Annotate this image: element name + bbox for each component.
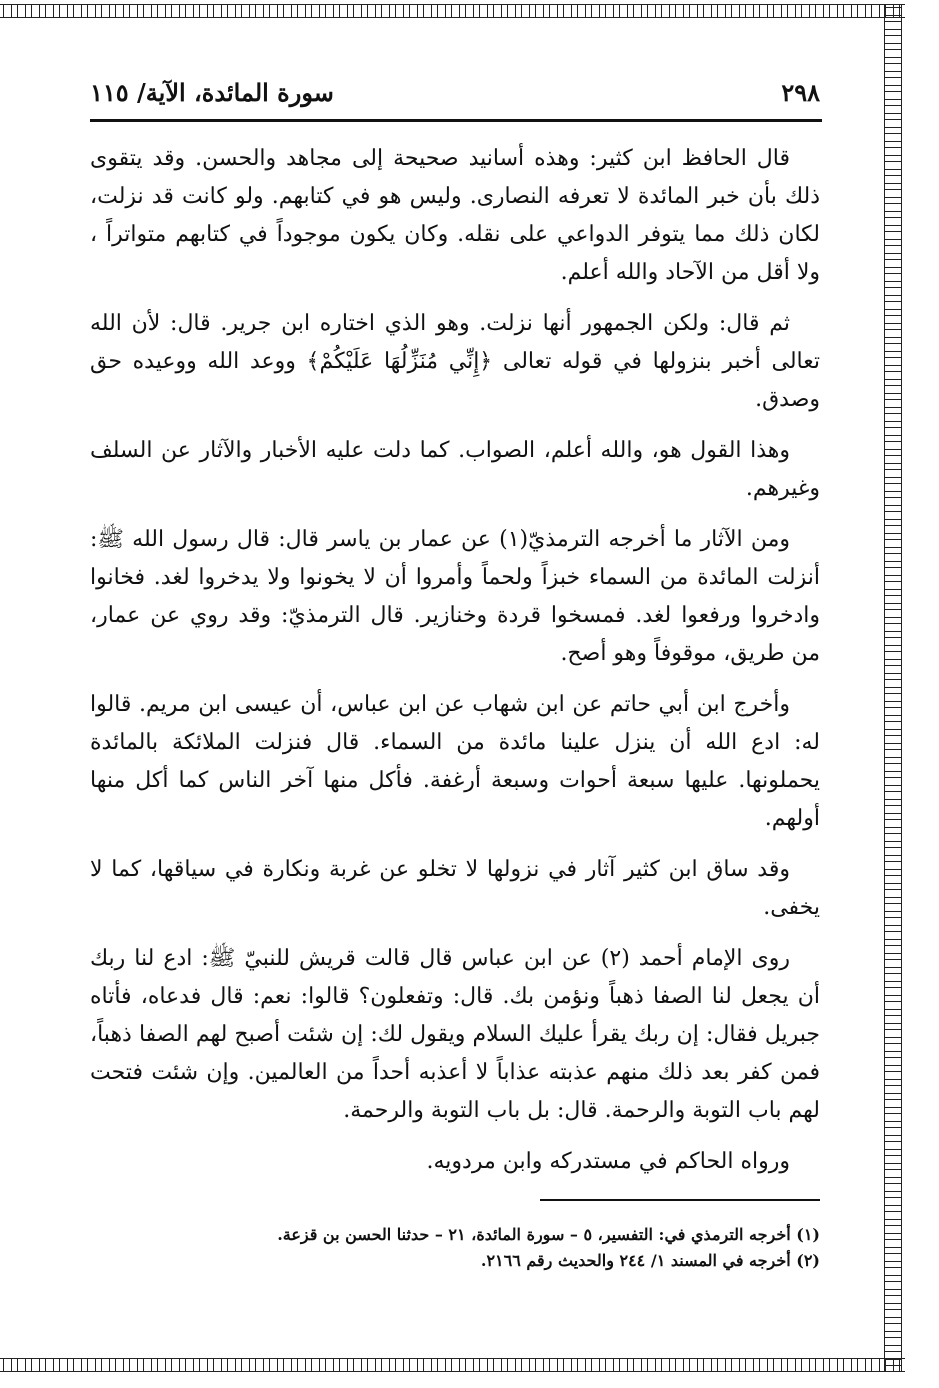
running-title: سورة المائدة، الآية/ ١١٥ bbox=[90, 77, 334, 107]
decorative-border-bottom bbox=[0, 1358, 905, 1372]
footnote: (١) أخرجه الترمذي في: التفسير، ٥ – سورة المائدة، ٢١ – حدثنا الحسن بن قزعة. bbox=[277, 1225, 820, 1244]
paragraph: ومن الآثار ما أخرجه الترمذيّ(١) عن عمار بن ياسر قال: قال رسول الله ﷺ: أنزلت المائدة من السماء خبزاً ولحماً وأمروا أن لا يخونوا ولا يدخروا لغد. فخانوا وادخروا ورفعوا لغد. فمسخوا قردة وخنازير. قال الترمذيّ: وقد روي عن عمار، من طريق، موقوفاً وهو أصح. bbox=[90, 527, 820, 666]
main-text bbox=[90, 140, 820, 1194]
paragraph: وقد ساق ابن كثير آثار في نزولها لا تخلو عن غربة ونكارة في سياقها، كما لا يخفى. bbox=[90, 857, 820, 920]
paragraph: ورواه الحاكم في مستدركه وابن مردويه. bbox=[426, 1149, 790, 1174]
paragraph: وهذا القول هو، والله أعلم، الصواب. كما دلت عليه الأخبار والآثار عن السلف وغيرهم. bbox=[90, 438, 820, 501]
page-header bbox=[90, 72, 820, 112]
decorative-border-right bbox=[884, 4, 902, 1372]
paragraph: وأخرج ابن أبي حاتم عن ابن شهاب عن ابن عباس، أن عيسى ابن مريم. قالوا له: ادع الله أن ينزل علينا مائدة من السماء. قال فنزلت الملائكة بالمائدة يحملونها. عليها سبعة أحوات وسبعة أرغفة. فأكل منها آخر الناس كما أكل منها أولهم. bbox=[90, 692, 820, 831]
page-number: ٢٩٨ bbox=[781, 77, 820, 107]
footnotes bbox=[90, 1222, 820, 1274]
footnote-rule bbox=[540, 1199, 820, 1201]
paragraph: ثم قال: ولكن الجمهور أنها نزلت. وهو الذي اختاره ابن جرير. قال: لأن الله تعالى أخبر بنزولها في قوله تعالى ﴿إِنِّي مُنَزِّلُهَا عَلَيْكُمْ﴾ ووعد الله ووعيده حق وصدق. bbox=[90, 311, 820, 412]
paragraph: روى الإمام أحمد (٢) عن ابن عباس قال قالت قريش للنبيّ ﷺ: ادع لنا ربك أن يجعل لنا الصفا ذهباً ونؤمن بك. قال: وتفعلون؟ قالوا: نعم: قال فدعاه، فأتاه جبريل فقال: إن ربك يقرأ عليك السلام ويقول لك: إن شئت أصبح لهم الصفا ذهباً، فمن كفر بعد ذلك منهم عذبته عذاباً لا أعذبه أحداً من العالمين. وإن شئت فتحت لهم باب التوبة والرحمة. قال: بل باب التوبة والرحمة. bbox=[90, 946, 820, 1123]
decorative-border-top bbox=[0, 4, 905, 18]
paragraph: قال الحافظ ابن كثير: وهذه أسانيد صحيحة إلى مجاهد والحسن. وقد يتقوى ذلك بأن خبر المائدة لا تعرفه النصارى. وليس هو في كتابهم. ولو كانت قد نزلت، لكان ذلك مما يتوفر الدواعي على نقله. وكان يكون موجوداً في كتابهم متواتراً ، ولا أقل من الآحاد والله أعلم. bbox=[90, 146, 820, 285]
footnote: (٢) أخرجه في المسند ١/ ٢٤٤ والحديث رقم ٢١٦٦. bbox=[480, 1251, 820, 1270]
header-rule bbox=[90, 119, 822, 122]
